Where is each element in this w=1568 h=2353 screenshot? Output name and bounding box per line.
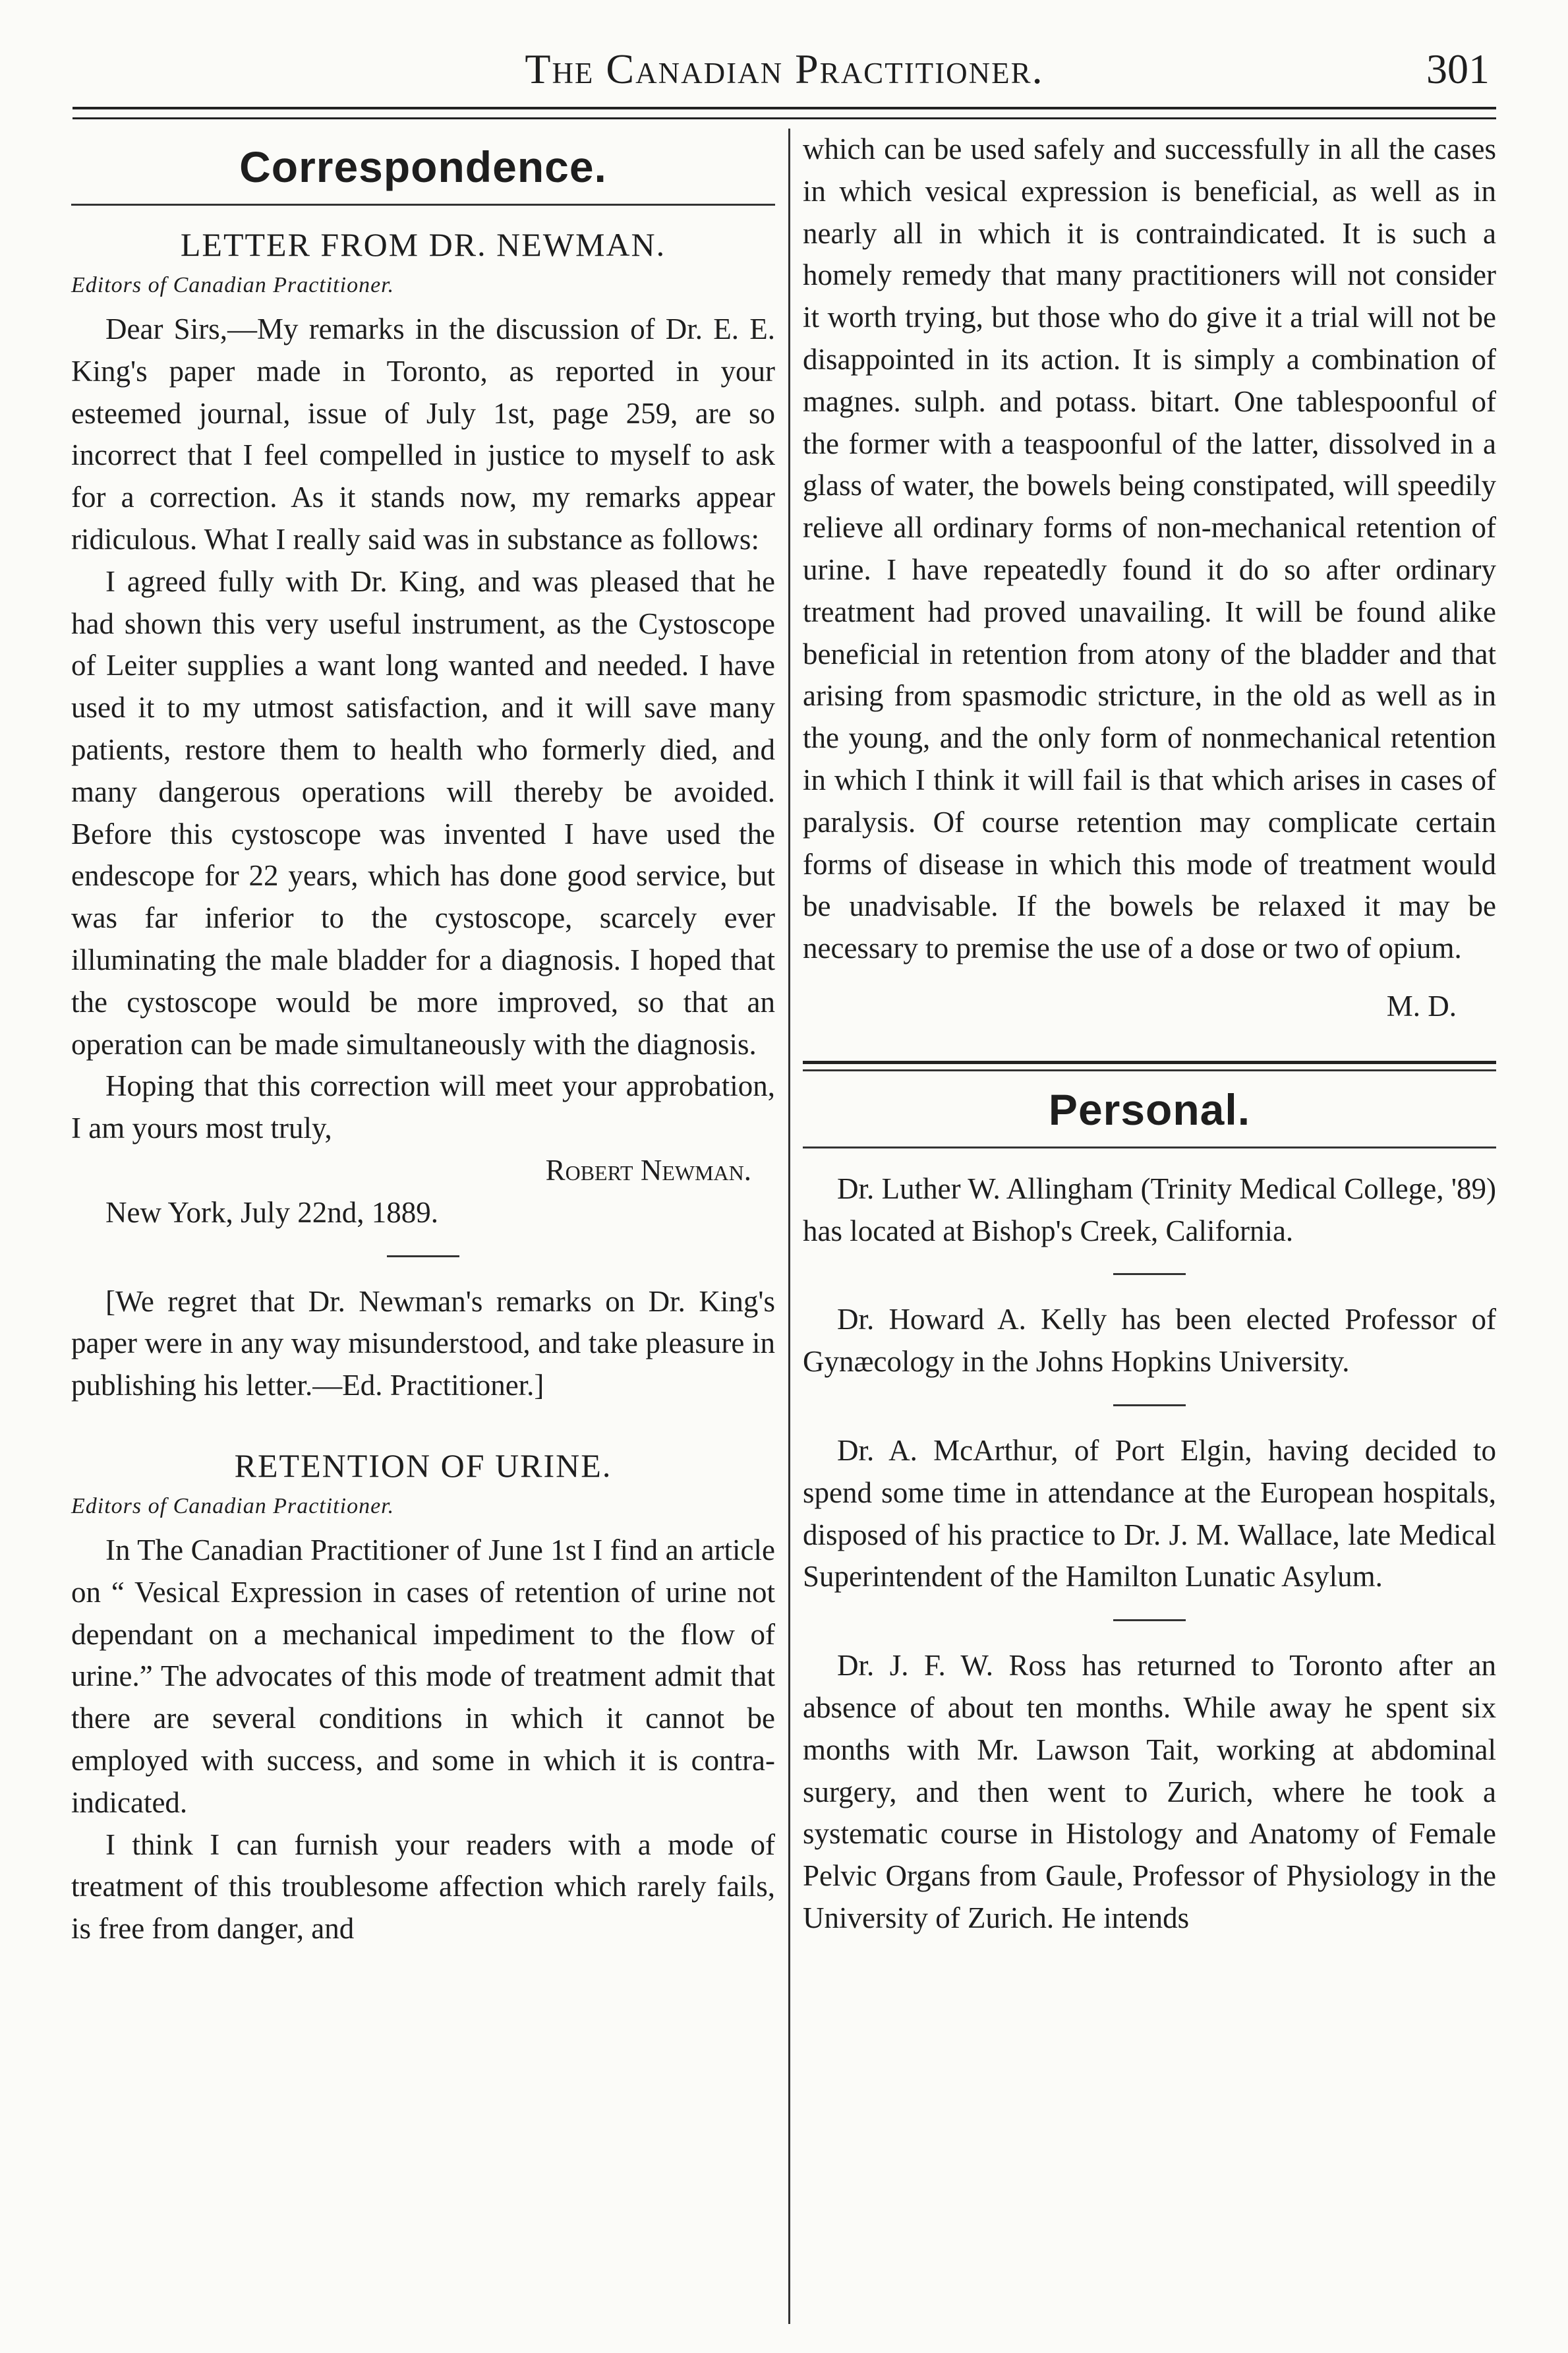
divider	[1113, 1619, 1186, 1621]
page-header	[73, 40, 1496, 105]
right-column	[803, 129, 1496, 1940]
article-title: LETTER FROM DR. NEWMAN.	[180, 226, 666, 263]
divider	[387, 1255, 459, 1257]
personal-item: Dr. A. McArthur, of Port Elgin, having decided to spend some time in attendance at the European hospitals, disposed of his practice to Dr. J. M. Wallace, late Medical Superintendent of the Hamilton Lunatic Asylum.	[803, 1433, 1496, 1593]
section-rule	[803, 1061, 1496, 1064]
editors-line: Editors of Canadian Practitioner.	[71, 1493, 395, 1518]
section-heading-personal: Personal.	[1048, 1085, 1251, 1134]
page-number: 301	[1426, 45, 1490, 92]
section-rule	[803, 1147, 1496, 1148]
personal-item: Dr. Howard A. Kelly has been elected Professor of Gynæcology in the Johns Hopkins University.	[803, 1303, 1496, 1379]
paragraph: I agreed fully with Dr. King, and was pleased that he had shown this very useful instrument, as the Cystoscope of Leiter supplies a want long wanted and needed. I have used it to my utmost satisfaction, and it will save many patients, restore them to health who formerly died, and many dangerous operations will thereby be avoided. Before this cystoscope was invented I have used the endescope for 22 years, which has done good service, but was far inferior to the cystoscope, scarcely ever illuminating the male bladder for a diagnosis. I hoped that the cystoscope would be more improved, so that an operation can be made simultaneously with the diagnosis.	[71, 564, 775, 1061]
section-heading-correspondence: Correspondence.	[239, 142, 607, 191]
column-divider	[788, 129, 790, 2324]
signature: Robert Newman.	[545, 1153, 751, 1187]
paragraph: which can be used safely and successfully in all the cases in which vesical expression is beneficial, as well as in nearly all in which it is contraindicated. It is such a homely remedy that many practitioners will not consider it worth trying, but those who do give it a trial will not be disappointed in its action. It is simply a combination of magnes. sulph. and potass. bitart. One tablespoonful of the former with a teaspoonful of the latter, dissolved in a glass of water, the bowels being constipated, will speedily relieve all ordinary forms of non-mechanical retention of urine. I have repeatedly found it do so after ordinary treatment had proved unavailing. It will be found alike beneficial in retention from atony of the bladder and that arising from spasmodic stricture, in the old as well as in the young, and the only form of nonmechanical retention in which I think it will fail is that which arises in cases of paralysis. Of course retention may complicate certain forms of disease in which this mode of treatment would be unadvisable. If the bowels be relaxed it may be necessary to premise the use of a dose or two of opium.	[803, 133, 1496, 965]
section-rule	[803, 1069, 1496, 1071]
editors-line: Editors of Canadian Practitioner.	[71, 273, 395, 297]
paragraph: Hoping that this correction will meet your approbation, I am yours most truly,	[71, 1069, 775, 1145]
paragraph: In The Canadian Practitioner of June 1st I find an article on “ Vesical Expression in cases of retention of urine not dependant on a mechanical impediment to the flow of urine.” The advocates of this mode of treatment admit that there are several conditions in which it cannot be employed with success, and some in which it is contra-indicated.	[71, 1533, 775, 1819]
divider	[1113, 1273, 1186, 1275]
personal-item: Dr. J. F. W. Ross has returned to Toronto after an absence of about ten months. While away he spent six months with Mr. Lawson Tait, working at abdominal surgery, and then went to Zurich, where he took a systematic course in Histology and Anatomy of Female Pelvic Organs from Gaule, Professor of Physiology in the University of Zurich. He intends	[803, 1649, 1496, 1934]
running-title: The Canadian Practitioner.	[525, 45, 1044, 92]
header-rule	[73, 117, 1496, 119]
header-rule	[73, 107, 1496, 109]
paragraph: I think I can furnish your readers with a mode of treatment of this troublesome affection which rarely fails, is free from danger, and	[71, 1828, 775, 1946]
left-column	[71, 129, 775, 1950]
signature-initials: M. D.	[1386, 989, 1457, 1023]
personal-item: Dr. Luther W. Allingham (Trinity Medical College, '89) has located at Bishop's Creek, California.	[803, 1172, 1496, 1247]
section-rule	[71, 204, 775, 206]
dateline: New York, July 22nd, 1889.	[105, 1195, 439, 1229]
divider	[1113, 1404, 1186, 1406]
paragraph: Dear Sirs,—My remarks in the discussion of Dr. E. E. King's paper made in Toronto, as reported in your esteemed journal, issue of July 1st, page 259, are so incorrect that I feel compelled in justice to myself to ask for a correction. As it stands now, my remarks appear ridiculous. What I really said was in substance as follows:	[71, 313, 775, 556]
article-title: RETENTION OF URINE.	[234, 1446, 612, 1484]
editor-note: [We regret that Dr. Newman's remarks on Dr. King's paper were in any way misunderstood, and take pleasure in publishing his letter.—Ed. Practitioner.]	[71, 1284, 775, 1402]
